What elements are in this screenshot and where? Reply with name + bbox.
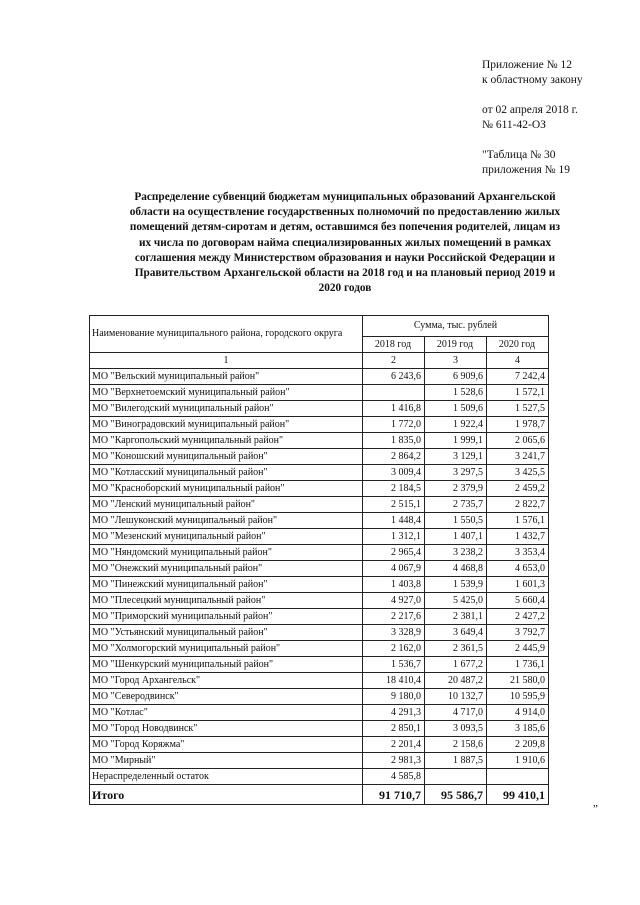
row-value-2019: 1 677,2	[425, 657, 487, 673]
title-line: области на осуществление государственных полномочий по предоставлению жилых	[129, 206, 561, 219]
row-name: МО "Северодвинск"	[90, 689, 363, 705]
row-value-2018: 1 403,8	[363, 577, 425, 593]
column-header-sum: Сумма, тыс. рублей	[363, 316, 549, 337]
row-name: МО "Город Архангельск"	[90, 673, 363, 689]
row-name: МО "Верхнетоемский муниципальный район"	[90, 385, 363, 401]
table-row	[90, 609, 549, 625]
row-value-2019: 3 649,4	[425, 625, 487, 641]
law-date: от 02 апреля 2018 г.	[482, 104, 578, 116]
column-header-name: Наименование муниципального района, городского округа	[90, 316, 363, 353]
row-name: МО "Мирный"	[90, 753, 363, 769]
table-row	[90, 641, 549, 657]
table-row	[90, 385, 549, 401]
row-value-2020: 1 978,7	[487, 417, 549, 433]
table-row	[90, 369, 549, 385]
row-value-2018: 1 312,1	[363, 529, 425, 545]
row-value-2018: 2 981,3	[363, 753, 425, 769]
title-line: помещений детям-сиротам и детям, оставшимся без попечения родителей, лицам из	[129, 221, 561, 234]
row-value-2019: 3 129,1	[425, 449, 487, 465]
row-value-2020: 21 580,0	[487, 673, 549, 689]
table-row	[90, 577, 549, 593]
row-value-2020: 3 425,5	[487, 465, 549, 481]
row-name: МО "Холмогорский муниципальный район"	[90, 641, 363, 657]
table-row	[90, 689, 549, 705]
row-name: Нераспределенный остаток	[90, 769, 363, 785]
row-value-2018: 1 448,4	[363, 513, 425, 529]
column-header-2019: 2019 год	[425, 337, 487, 353]
row-value-2019: 2 381,1	[425, 609, 487, 625]
row-value-2019: 1 509,6	[425, 401, 487, 417]
table-row	[90, 753, 549, 769]
row-value-2019: 3 297,5	[425, 465, 487, 481]
row-value-2018: 2 217,6	[363, 609, 425, 625]
row-value-2018: 6 243,6	[363, 369, 425, 385]
appendix-reference: приложения № 19	[482, 163, 570, 176]
row-value-2020: 1 910,6	[487, 753, 549, 769]
row-value-2019: 1 550,5	[425, 513, 487, 529]
row-value-2020: 2 822,7	[487, 497, 549, 513]
row-value-2018: 4 067,9	[363, 561, 425, 577]
table-row	[90, 401, 549, 417]
row-name: МО "Плесецкий муниципальный район"	[90, 593, 363, 609]
row-value-2020: 5 660,4	[487, 593, 549, 609]
row-name: МО "Устьянский муниципальный район"	[90, 625, 363, 641]
appendix-header	[482, 58, 632, 177]
table-row	[90, 593, 549, 609]
row-value-2018: 4 585,8	[363, 769, 425, 785]
table-row	[90, 529, 549, 545]
row-name: МО "Город Новодвинск"	[90, 721, 363, 737]
table-row	[90, 497, 549, 513]
column-header-2020: 2020 год	[487, 337, 549, 353]
appendix-number: Приложение № 12	[482, 59, 572, 71]
table-row	[90, 513, 549, 529]
column-header-2018: 2018 год	[363, 337, 425, 353]
total-label: Итого	[90, 785, 363, 805]
title-line: 2020 годов	[318, 282, 372, 295]
row-value-2018: 2 162,0	[363, 641, 425, 657]
table-row	[90, 433, 549, 449]
column-number-3: 3	[425, 353, 487, 369]
total-value-2019: 95 586,7	[425, 785, 487, 805]
subvention-table	[89, 315, 549, 805]
total-row	[90, 785, 549, 805]
table-row	[90, 769, 549, 785]
row-value-2018: 4 927,0	[363, 593, 425, 609]
row-value-2018: 3 328,9	[363, 625, 425, 641]
table-row	[90, 449, 549, 465]
row-name: МО "Шенкурский муниципальный район"	[90, 657, 363, 673]
row-value-2019: 20 487,2	[425, 673, 487, 689]
row-value-2020: 2 427,2	[487, 609, 549, 625]
row-name: МО "Ленский муниципальный район"	[90, 497, 363, 513]
row-name: МО "Красноборский муниципальный район"	[90, 481, 363, 497]
row-value-2020: 4 653,0	[487, 561, 549, 577]
row-value-2018: 1 772,0	[363, 417, 425, 433]
row-value-2019: 10 132,7	[425, 689, 487, 705]
row-value-2018: 2 184,5	[363, 481, 425, 497]
row-value-2020: 4 914,0	[487, 705, 549, 721]
title-line: Распределение субвенций бюджетам муниципальных образований Архангельской	[134, 191, 556, 203]
table-row	[90, 417, 549, 433]
table-reference: "Таблица № 30	[482, 149, 556, 161]
row-value-2020: 7 242,4	[487, 369, 549, 385]
row-value-2020: 1 572,1	[487, 385, 549, 401]
appendix-law: к областному закону	[482, 73, 583, 86]
table-row	[90, 721, 549, 737]
row-name: МО "Котлас"	[90, 705, 363, 721]
row-name: МО "Вилегодский муниципальный район"	[90, 401, 363, 417]
row-value-2018: 2 965,4	[363, 545, 425, 561]
row-value-2018: 9 180,0	[363, 689, 425, 705]
title-line: их числа по договорам найма специализированных жилых помещений в рамках	[138, 236, 552, 249]
row-value-2020: 10 595,9	[487, 689, 549, 705]
row-value-2018: 2 864,2	[363, 449, 425, 465]
row-name: МО "Лешуконский муниципальный район"	[90, 513, 363, 529]
document-title	[90, 190, 600, 296]
row-value-2019: 5 425,0	[425, 593, 487, 609]
row-value-2019: 1 407,1	[425, 529, 487, 545]
row-value-2018	[363, 385, 425, 401]
row-value-2019: 4 717,0	[425, 705, 487, 721]
law-number: № 611-42-ОЗ	[482, 118, 546, 131]
row-value-2020: 2 065,6	[487, 433, 549, 449]
row-value-2019: 3 238,2	[425, 545, 487, 561]
row-name: МО "Вельский муниципальный район"	[90, 369, 363, 385]
row-value-2018: 1 536,7	[363, 657, 425, 673]
row-value-2018: 4 291,3	[363, 705, 425, 721]
row-value-2019: 1 528,6	[425, 385, 487, 401]
table-row	[90, 657, 549, 673]
row-value-2018: 2 201,4	[363, 737, 425, 753]
row-value-2019	[425, 769, 487, 785]
row-name: МО "Виноградовский муниципальный район"	[90, 417, 363, 433]
row-value-2020	[487, 769, 549, 785]
row-value-2020: 3 353,4	[487, 545, 549, 561]
row-value-2019: 3 093,5	[425, 721, 487, 737]
row-value-2019: 2 158,6	[425, 737, 487, 753]
column-number-4: 4	[487, 353, 549, 369]
row-value-2020: 1 432,7	[487, 529, 549, 545]
row-value-2020: 2 445,9	[487, 641, 549, 657]
row-value-2020: 3 792,7	[487, 625, 549, 641]
row-value-2020: 1 576,1	[487, 513, 549, 529]
row-name: МО "Мезенский муниципальный район"	[90, 529, 363, 545]
row-value-2019: 2 361,5	[425, 641, 487, 657]
total-value-2018: 91 710,7	[363, 785, 425, 805]
row-value-2018: 1 416,8	[363, 401, 425, 417]
row-name: МО "Няндомский муниципальный район"	[90, 545, 363, 561]
table-row	[90, 737, 549, 753]
row-name: МО "Приморский муниципальный район"	[90, 609, 363, 625]
row-value-2018: 1 835,0	[363, 433, 425, 449]
row-name: МО "Пинежский муниципальный район"	[90, 577, 363, 593]
row-name: МО "Котласский муниципальный район"	[90, 465, 363, 481]
row-value-2018: 2 850,1	[363, 721, 425, 737]
row-value-2018: 3 009,4	[363, 465, 425, 481]
row-value-2020: 1 527,5	[487, 401, 549, 417]
row-value-2018: 2 515,1	[363, 497, 425, 513]
row-value-2020: 2 459,2	[487, 481, 549, 497]
row-value-2019: 1 539,9	[425, 577, 487, 593]
column-number-1: 1	[90, 353, 363, 369]
table-row	[90, 465, 549, 481]
table-row	[90, 481, 549, 497]
row-value-2019: 6 909,6	[425, 369, 487, 385]
row-name: МО "Каргопольский муниципальный район"	[90, 433, 363, 449]
row-name: МО "Город Коряжма"	[90, 737, 363, 753]
row-value-2020: 3 241,7	[487, 449, 549, 465]
row-value-2020: 1 601,3	[487, 577, 549, 593]
closing-quote: ”	[593, 803, 598, 815]
total-value-2020: 99 410,1	[487, 785, 549, 805]
row-value-2019: 1 922,4	[425, 417, 487, 433]
row-name: МО "Онежский муниципальный район"	[90, 561, 363, 577]
row-value-2020: 2 209,8	[487, 737, 549, 753]
row-name: МО "Коношский муниципальный район"	[90, 449, 363, 465]
row-value-2020: 1 736,1	[487, 657, 549, 673]
row-value-2019: 2 735,7	[425, 497, 487, 513]
table-row	[90, 705, 549, 721]
row-value-2018: 18 410,4	[363, 673, 425, 689]
table-row	[90, 561, 549, 577]
table-row	[90, 625, 549, 641]
row-value-2020: 3 185,6	[487, 721, 549, 737]
row-value-2019: 1 887,5	[425, 753, 487, 769]
row-value-2019: 1 999,1	[425, 433, 487, 449]
title-line: Правительством Архангельской области на 2018 год и на плановый период 2019 и	[134, 267, 556, 280]
table-row	[90, 673, 549, 689]
row-value-2019: 2 379,9	[425, 481, 487, 497]
table-row	[90, 545, 549, 561]
title-line: соглашения между Министерством образования и науки Российской Федерации и	[134, 251, 556, 264]
column-number-2: 2	[363, 353, 425, 369]
row-value-2019: 4 468,8	[425, 561, 487, 577]
